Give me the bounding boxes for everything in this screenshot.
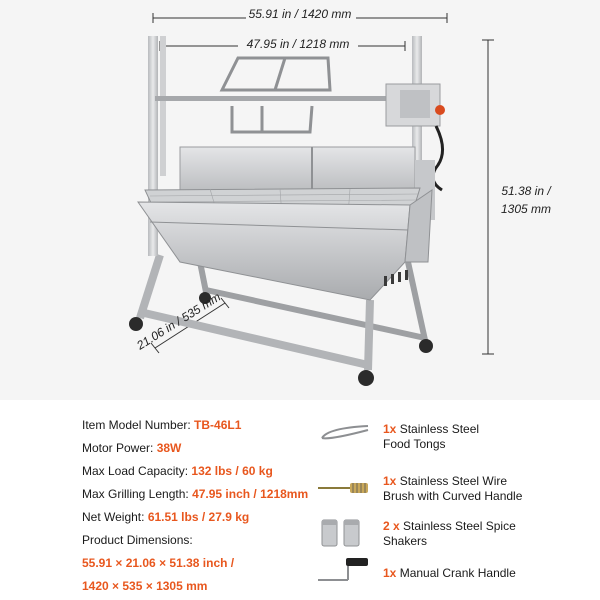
- spec-model-number: Item Model Number: TB-46L1: [82, 418, 242, 432]
- spec-product-dimensions-inch: 55.91 × 21.06 × 51.38 inch /: [82, 556, 235, 570]
- spec-motor-power: Motor Power: 38W: [82, 441, 182, 455]
- spec-max-grilling-length: Max Grilling Length: 47.95 inch / 1218mm: [82, 487, 309, 501]
- spec-product-dimensions-label: Product Dimensions:: [82, 533, 193, 547]
- height-label-line2: 1305 mm: [500, 202, 552, 216]
- accessory-tongs: 1x Stainless Steel Food Tongs: [383, 422, 480, 451]
- tongs-icon: [318, 422, 372, 446]
- spec-net-weight: Net Weight: 61.51 lbs / 27.9 kg: [82, 510, 250, 524]
- brush-icon: [316, 478, 372, 498]
- accessory-crank-handle: 1x Manual Crank Handle: [383, 566, 516, 580]
- grill-length-label: 47.95 in / 1218 mm: [246, 37, 350, 51]
- height-label-line1: 51.38 in /: [501, 184, 551, 198]
- accessory-spice-shakers: 2 x Stainless Steel Spice Shakers: [383, 519, 516, 548]
- depth-label: 21.06 in / 535 mm: [134, 289, 224, 353]
- spec-product-dimensions-mm: 1420 × 535 × 1305 mm: [82, 579, 208, 593]
- spice-shaker-icon: [320, 516, 364, 548]
- accessory-wire-brush: 1x Stainless Steel Wire Brush with Curved Handle: [383, 474, 523, 503]
- crank-handle-icon: [316, 556, 372, 586]
- spec-max-load: Max Load Capacity: 132 lbs / 60 kg: [82, 464, 273, 478]
- overall-width-label: 55.91 in / 1420 mm: [248, 7, 352, 21]
